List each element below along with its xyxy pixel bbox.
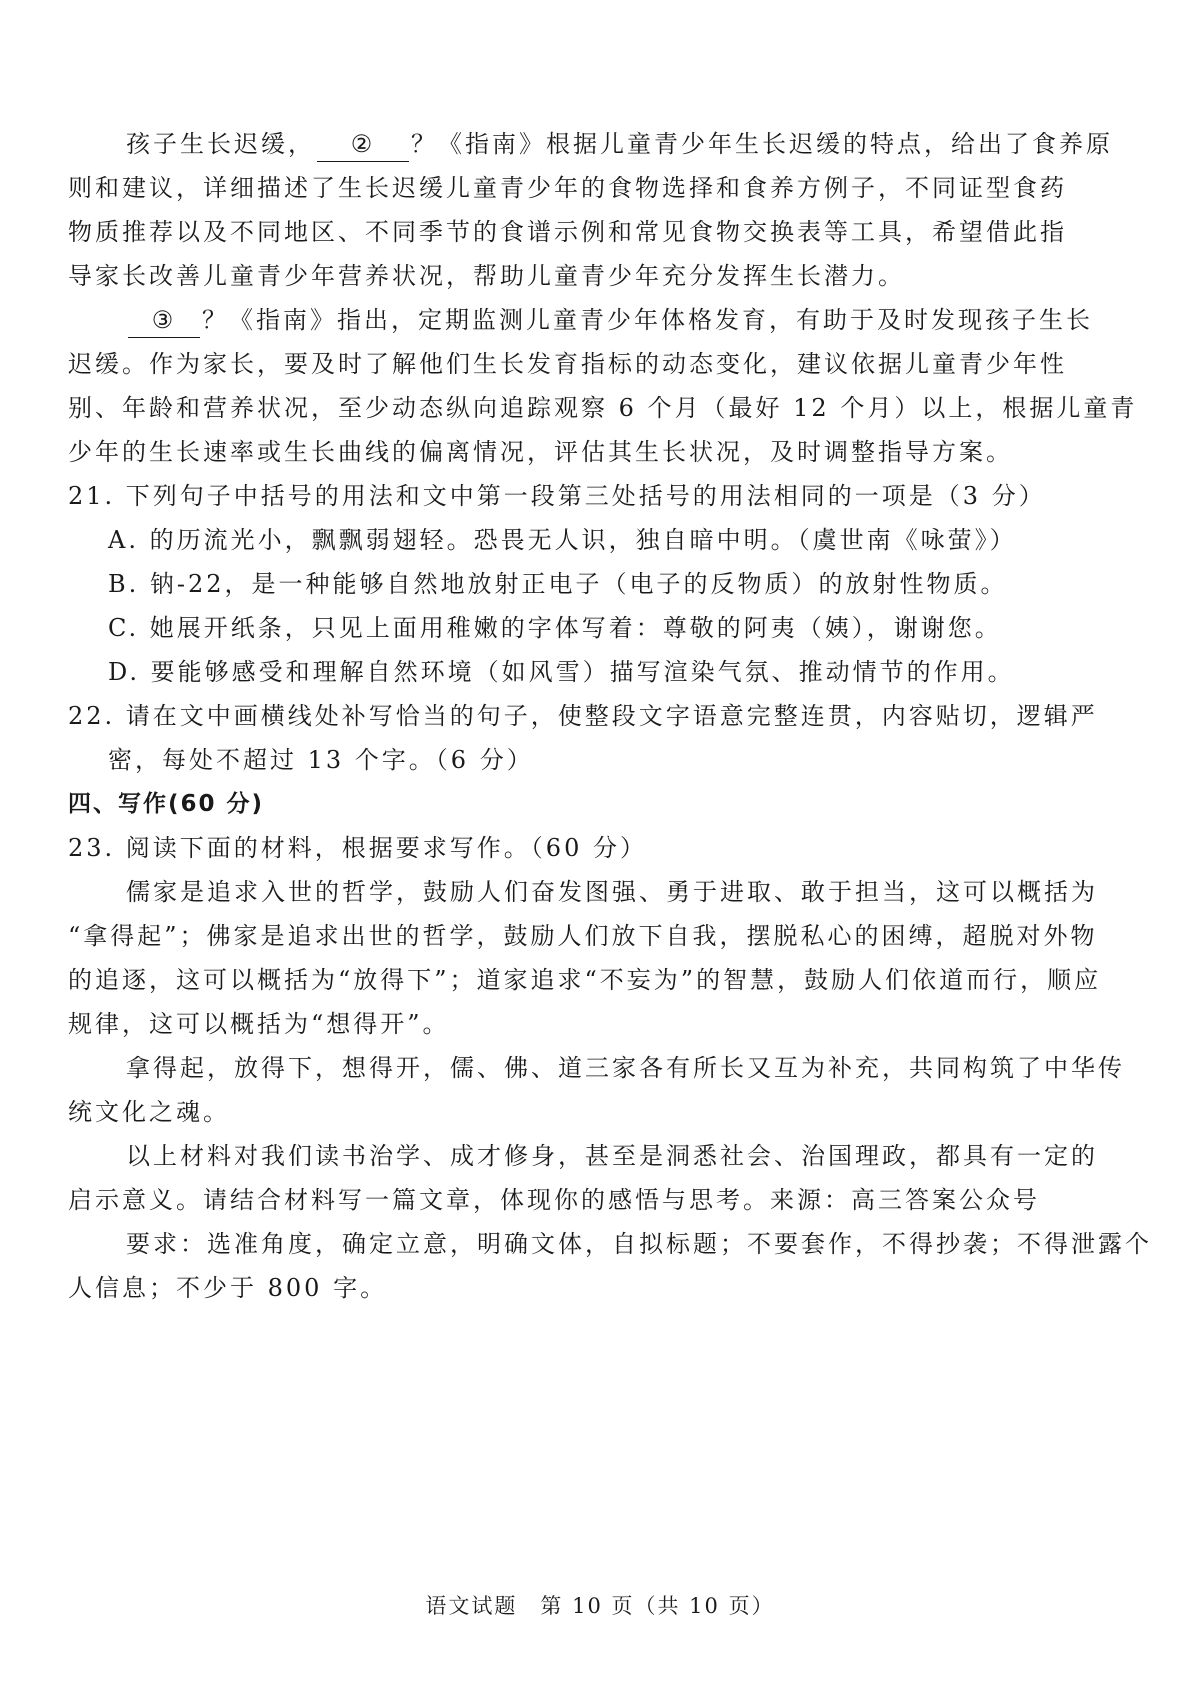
question-22-line-1: 22. 请在文中画横线处补写恰当的句子，使整段文字语意完整连贯，内容贴切，逻辑严 <box>68 702 1098 730</box>
passage-p2-line-2: 迟缓。作为家长，要及时了解他们生长发育指标的动态变化，建议依据儿童青少年性 <box>68 350 1067 378</box>
passage-p2-line-4: 少年的生长速率或生长曲线的偏离情况，评估其生长状况，及时调整指导方案。 <box>68 438 1013 466</box>
question-23-stem: 23. 阅读下面的材料，根据要求写作。（60 分） <box>68 834 647 862</box>
passage-p2-text: ？《指南》指出，定期监测儿童青少年体格发育，有助于及时发现孩子生长 <box>202 306 1093 334</box>
material-1-line-2: “拿得起”；佛家是追求出世的哲学，鼓励人们放下自我，摆脱私心的困缚，超脱对外物 <box>68 922 1098 950</box>
question-21-option-a: A. 的历流光小，飘飘弱翅轻。恐畏无人识，独自暗中明。（虞世南《咏萤》） <box>108 526 1017 554</box>
passage-p1-line-1 <box>68 122 1118 166</box>
passage-p1-text-b: ？《指南》根据儿童青少年生长迟缓的特点，给出了食养原 <box>411 130 1113 158</box>
material-1-line-3: 的追逐，这可以概括为“放得下”；道家追求“不妄为”的智慧，鼓励人们依道而行，顺应 <box>68 966 1102 994</box>
passage-p1-line-4: 导家长改善儿童青少年营养状况，帮助儿童青少年充分发挥生长潜力。 <box>68 262 905 290</box>
material-2-line-1: 拿得起，放得下，想得开，儒、佛、道三家各有所长又互为补充，共同构筑了中华传 <box>126 1054 1125 1082</box>
requirements-line-2: 人信息；不少于 800 字。 <box>68 1274 388 1302</box>
material-1-line-1: 儒家是追求入世的哲学，鼓励人们奋发图强、勇于进取、敢于担当，这可以概括为 <box>126 878 1098 906</box>
page-content <box>68 122 1152 1310</box>
section-4-heading: 四、写作(60 分) <box>68 791 265 817</box>
requirements-line-1: 要求：选准角度，确定立意，明确文体，自拟标题；不要套作，不得抄袭；不得泄露个 <box>126 1230 1152 1258</box>
question-21-option-d: D. 要能够感受和理解自然环境（如风雪）描写渲染气氛、推动情节的作用。 <box>108 658 1015 686</box>
passage-p2-line-1 <box>68 298 1118 342</box>
material-3-line-1: 以上材料对我们读书治学、成才修身，甚至是洞悉社会、治国理政，都具有一定的 <box>126 1142 1098 1170</box>
passage-p1-line-3: 物质推荐以及不同地区、不同季节的食谱示例和常见食物交换表等工具，希望借此指 <box>68 218 1067 246</box>
material-3-line-2: 启示意义。请结合材料写一篇文章，体现你的感悟与思考。来源：高三答案公众号 <box>68 1186 1040 1214</box>
answer-blank-2: ② <box>317 127 409 162</box>
answer-blank-3: ③ <box>128 303 200 338</box>
passage-p1-line-2: 则和建议，详细描述了生长迟缓儿童青少年的食物选择和食养方例子，不同证型食药 <box>68 174 1067 202</box>
question-21-option-b: B. 钠-22，是一种能够自然地放射正电子（电子的反物质）的放射性物质。 <box>108 570 1008 598</box>
material-2-line-2: 统文化之魂。 <box>68 1098 230 1126</box>
passage-p2-line-3: 别、年龄和营养状况，至少动态纵向追踪观察 6 个月（最好 12 个月）以上，根据儿童青 <box>68 394 1138 422</box>
question-21-stem: 21. 下列句子中括号的用法和文中第一段第三处括号的用法相同的一项是（3 分） <box>68 482 1046 510</box>
passage-p1-text-a: 孩子生长迟缓， <box>126 130 315 158</box>
material-1-line-4: 规律，这可以概括为“想得开”。 <box>68 1010 450 1038</box>
question-21-option-c: C. 她展开纸条，只见上面用稚嫩的字体写着：尊敬的阿夷（姨），谢谢您。 <box>108 614 1002 642</box>
page-footer: 语文试题 第 10 页（共 10 页） <box>425 1594 775 1618</box>
question-22-line-2: 密，每处不超过 13 个字。（6 分） <box>108 746 534 774</box>
